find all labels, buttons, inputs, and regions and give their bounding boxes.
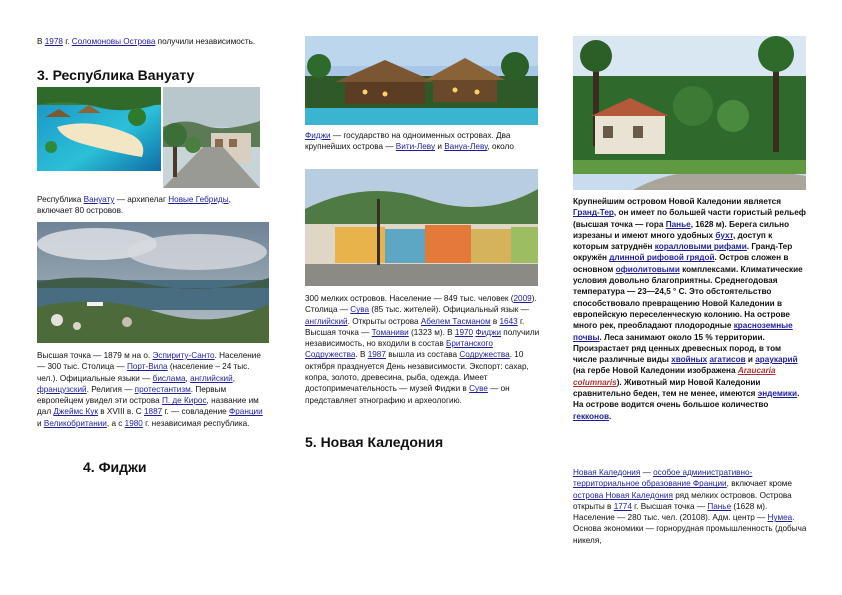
heading-vanuatu: 3. Республика Вануату (37, 67, 195, 83)
text-link[interactable]: Araucaria columnaris (573, 366, 776, 387)
text-link[interactable]: английский (190, 373, 233, 383)
text-link[interactable]: Джеймс Кук (53, 407, 98, 417)
text-link[interactable]: Новые Гебриды (168, 195, 229, 204)
heading-fiji: 4. Фиджи (83, 459, 147, 475)
column-left (37, 36, 265, 47)
fiji-street-photo (305, 169, 538, 286)
text-link[interactable]: английский (305, 316, 348, 326)
text-link[interactable]: 1978 (44, 37, 63, 46)
text-link[interactable]: агатисов (709, 355, 746, 365)
fiji-caption-block (305, 130, 538, 153)
vanuatu-beach-photo (37, 87, 161, 171)
text-link[interactable]: Франции (228, 407, 263, 417)
text-link[interactable]: 1774 (613, 501, 632, 511)
vanuatu-aerial-photo (37, 222, 269, 343)
text-link[interactable]: длинной рифовой грядой (609, 253, 715, 263)
new-caledonia-photo (573, 36, 806, 190)
text-link[interactable]: 2009 (513, 294, 532, 303)
text-link[interactable]: 1980 (124, 418, 143, 428)
text-link[interactable]: хвойных (671, 355, 708, 365)
vanuatu-text: Высшая точка — 1879 м на о. Эспириту-Санто. Население — 300 тыс. Столица — Порт-Вила (население – 24 тыс. чел.). Официальные языки — бислама, английский, французский. Религия — протестантизм. Первым европейцем увидел эти острова П. де Кирос, название им дал Джеймс Кук в XVIII в. С 1887 г. — совладение Франции и Великобритании, а с 1980 г. независимая республика. (37, 351, 263, 428)
text-link[interactable]: Порт-Вила (126, 362, 168, 372)
text-link[interactable]: красноземные почвы (573, 321, 793, 342)
text-link[interactable]: особое административно-территориальное образование Франции (573, 468, 753, 489)
text-link[interactable]: Абелем Тасманом (420, 316, 491, 326)
text-link[interactable]: эндемики (757, 389, 798, 399)
text-link[interactable]: коралловыми рифами (654, 242, 747, 252)
text-link[interactable]: Великобритании (43, 418, 107, 428)
vanuatu-caption-block (37, 194, 265, 217)
text-link[interactable]: Фиджи (475, 327, 502, 337)
fiji-caption: Фиджи — государство на одноименных островах. Два крупнейших острова — Вити-Леву и Вануа-Леву, около (305, 131, 514, 152)
text-link[interactable]: араукарий (755, 355, 798, 365)
text-link[interactable]: Гранд-Тер (573, 208, 614, 218)
fiji-resort-photo (305, 36, 538, 125)
text-link[interactable]: 1987 (367, 350, 386, 360)
text-link[interactable]: Фиджи (305, 131, 331, 140)
vanuatu-town-photo (163, 87, 260, 188)
text-link[interactable]: 1643 (499, 316, 518, 326)
text-link[interactable]: Эспириту-Санто (152, 351, 215, 360)
text-link[interactable]: Панье (707, 501, 732, 511)
text-link[interactable]: Суве (469, 384, 488, 394)
new-caledonia-nature-text: Крупнейшим островом Новой Каледонии является Гранд-Тер, он имеет по большей части гористый рельеф (высшая точка — гора Панье, 1628 м). Берега сильно изрезаны и имеют много удобных бухт, доступ к которым затруднён коралловыми рифами. Гранд-Тер окружён длинной рифовой грядой. Остров сложен в основном офиолитовыми комплексами. Климатические условия довольно благоприятны. Среднегодовая температура — 23—24,5 ° C. Это обстоятельство способствовало превращению Новой Каледонии в европейскую переселенческую колонию. На острове много рек, преобладают плодородные красноземные почвы. Леса занимают около 15 % территории. Произрастает ряд ценных древесных пород, в том числе различные виды хвойных агатисов и араукарий (на гербе Новой Каледонии изображена Araucaria columnaris). Животный мир Новой Каледонии сравнительно беден, тем не менее, имеются эндемики. На острове водится очень большое количество гекконов. (573, 197, 806, 421)
text-link[interactable]: протестантизм (134, 384, 191, 394)
solomon-intro: В 1978 г. Соломоновы Острова получили независимость. (37, 37, 256, 46)
text-link[interactable]: П. де Кирос (161, 396, 207, 406)
fiji-text-block (305, 293, 540, 406)
new-caledonia-nature-block (573, 196, 806, 422)
text-link[interactable]: острова Новая Каледония (573, 490, 673, 500)
text-link[interactable]: 1887 (144, 407, 163, 417)
text-link[interactable]: Вануату (83, 195, 115, 204)
text-link[interactable]: Вити-Леву (395, 142, 436, 152)
fiji-text: 300 мелких островов. Население — 849 тыс. человек (2009). Столица — Сува (85 тыс. жителей). Официальный язык — английский. Открыты острова Абелем Тасманом в 1643 г. Высшая точка — Томаниви (1323 м). В 1970 Фиджи получили независимость, но входили в состав Британского Содружества. В 1987 вышла из состава Содружества. 10 октября празднуется День независимости. Экспорт: сахар, копра, золото, древесина, рыба, одежда. Имеет достопримечательность — музей Фиджи в Суве — он представляет этнографию и археологию. (305, 294, 540, 405)
text-link[interactable]: Нумеа (767, 513, 793, 523)
text-link[interactable]: Новая Каледония (573, 468, 641, 477)
new-caledonia-text-block (573, 467, 808, 546)
heading-new-caledonia: 5. Новая Каледония (305, 434, 444, 450)
text-link[interactable]: офиолитовыми (615, 264, 680, 274)
text-link[interactable]: французский (37, 384, 87, 394)
vanuatu-caption: Республика Вануату — архипелаг Новые Гебриды, включает 80 островов. (37, 195, 231, 216)
text-link[interactable]: бухт (715, 230, 733, 240)
text-link[interactable]: Соломоновы Острова (71, 37, 156, 46)
text-link[interactable]: гекконов (573, 411, 610, 421)
text-link[interactable]: Британского Содружества (305, 339, 493, 360)
text-link[interactable]: Содружества (459, 350, 510, 360)
text-link[interactable]: 1970 (454, 327, 474, 337)
new-caledonia-text: Новая Каледония — особое административно-территориальное образование Франции, включает кроме острова Новая Каледония ряд мелких островов. Острова открыты в 1774 г. Высшая точка — Панье (1628 м). Население — 280 тыс. чел. (20108). Адм. центр — Нумеа. Основа экономики — горнорудная промышленность (добыча никеля, (573, 468, 807, 545)
vanuatu-text-block (37, 350, 267, 429)
text-link[interactable]: Сува (350, 305, 370, 315)
text-link[interactable]: Вануа-Леву (444, 142, 488, 152)
text-link[interactable]: бислама (152, 373, 186, 383)
text-link[interactable]: Панье (665, 219, 691, 229)
text-link[interactable]: Томаниви (371, 327, 409, 337)
